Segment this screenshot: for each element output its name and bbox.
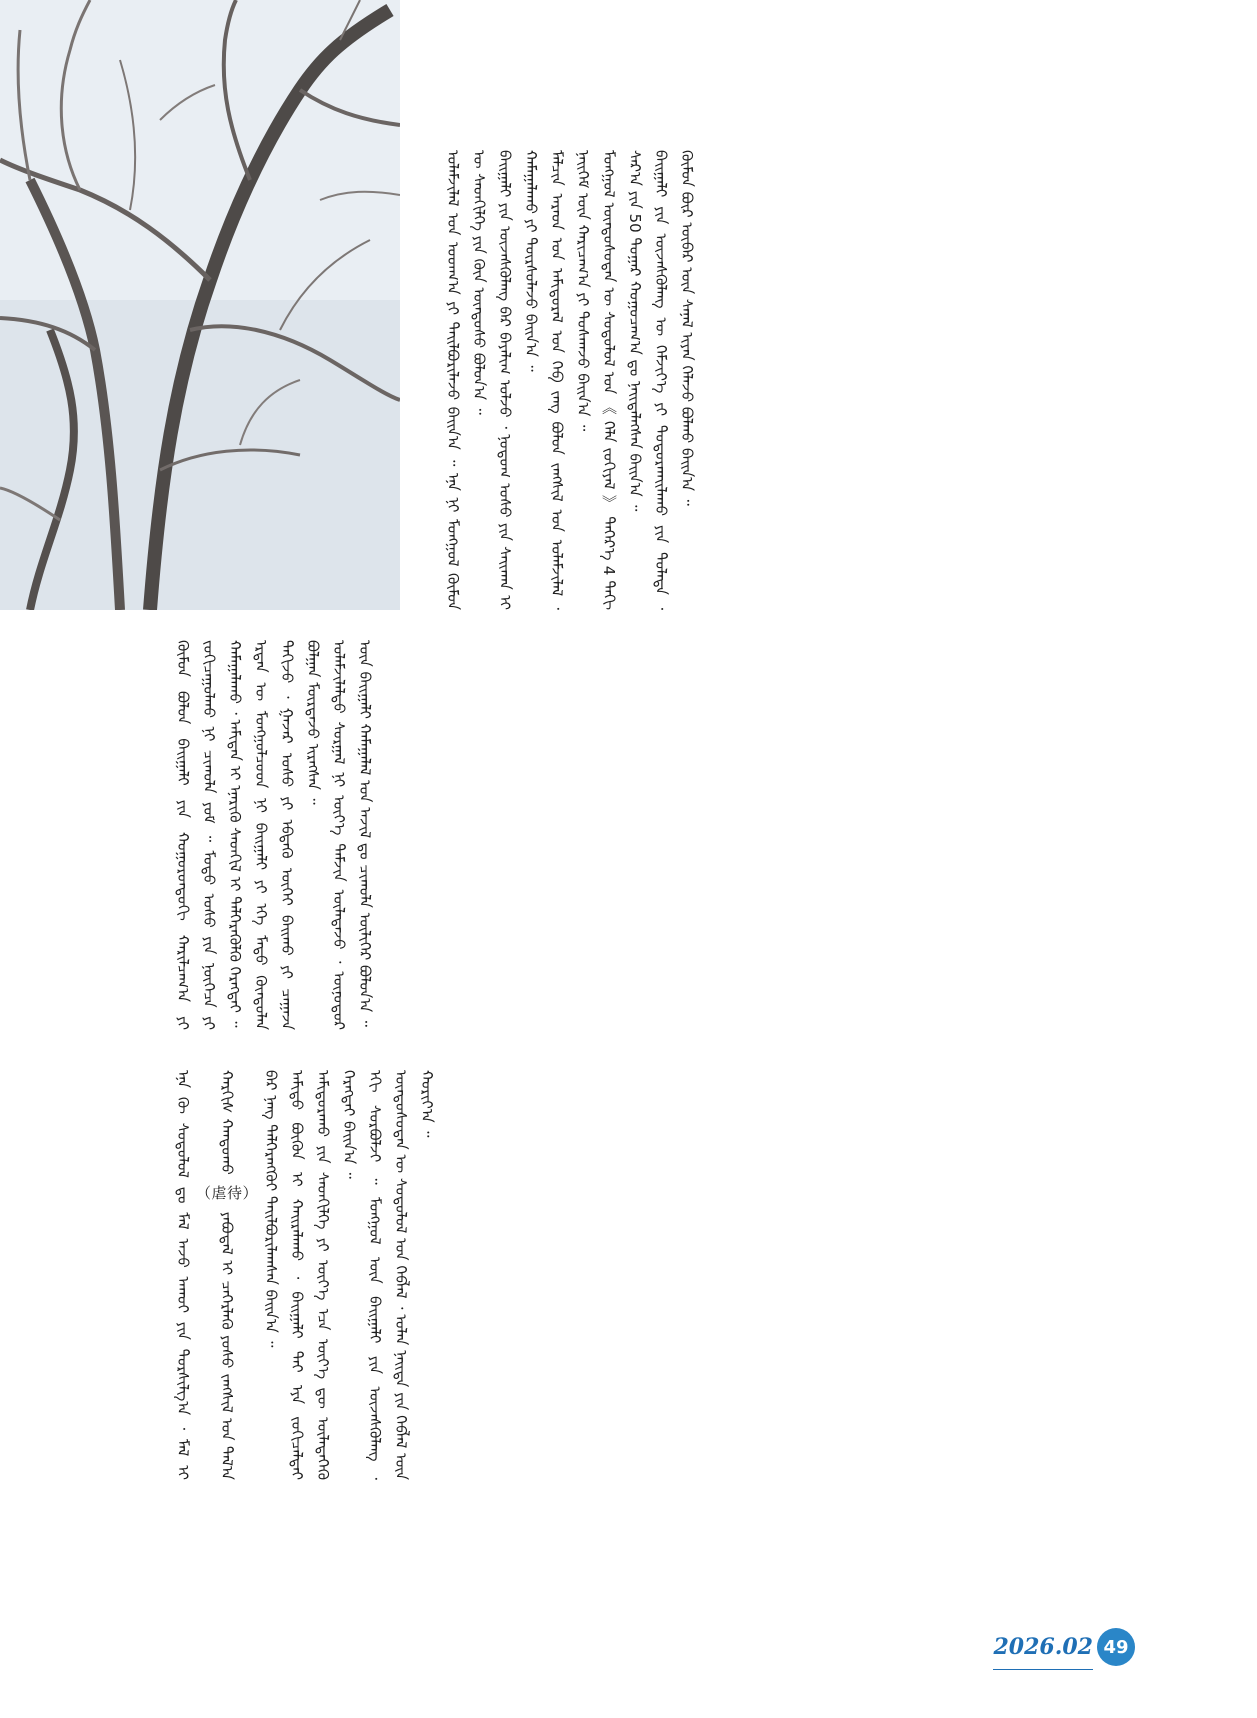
article-column-top xyxy=(440,150,1165,610)
paragraph: ᠮᠣᠩᠭᠣᠯ ᠦᠨᠳᠦᠰᠦᠲᠡᠨ ᠦ ᠰᠤᠳᠤᠯᠤᠯ ᠤᠨ 《 ᠬᠡᠯᠡ ᠵᠣᠬᠢᠶᠠᠯ 》 ᠳᠡᠭᠡᠷ᠎ᠡ 4 ᠳᠡᠬᠢ ᠰᠠᠷ᠎ᠠ ᠶᠢᠨ 50 ᠳᠤᠭᠠᠷ ᠬᠤᠭᠤᠴᠠᠭ᠎ᠠ ᠳᠤ ᠨᠡᠢᠲᠡᠯᠡᠭᠰᠡᠨ ᠪᠠᠢᠨ᠎ᠠ ᠃ xyxy=(600,150,644,610)
paragraph-text: ᠶᠠᠪᠤᠳᠠᠯ ᠢ ᠴᠡᠭᠡᠷᠯᠡᠬᠦ ᠶᠣᠰᠤ ᠵᠠᠩᠰᠢᠯ ᠤᠨ ᠲᠠᠯ᠎ᠠ ᠪᠠᠷ ᠨᠡᠩ ᠳᠡᠯᠭᠡᠷᠡᠩᠭᠦᠢ ᠲᠠᠢᠯᠪᠤᠷᠢᠯᠠᠭᠰᠠᠨ ᠪᠠᠢᠨ᠎ᠠ ᠃ xyxy=(218,1070,281,1480)
page-number: 49 xyxy=(1097,1628,1135,1666)
paragraph: ᠡᠬᠢ ᠰᠤᠷᠪᠤᠯᠵᠢ ᠃ ᠮᠣᠩᠭᠣᠯ ᠦᠨ ᠪᠠᠢᠭᠠᠯᠢ ᠶᠢᠨ ᠦᠵᠡᠰᠭᠦᠯᠡᠩ ᠂ ᠦᠨᠳᠦᠰᠦᠲᠡᠨ ᠦ ᠰᠤᠳᠤᠯᠤᠯ ᠤᠨ ᠬᠡᠪᠯᠡᠯ ᠂ ᠣᠯᠠᠨ ᠨᠡᠢᠲᠡ ᠶᠢᠨ ᠬᠡᠪᠯᠡᠯ ᠦᠨ ᠬᠣᠷᠢᠶ᠎ᠠ ᠃ xyxy=(366,1070,437,1480)
paragraph: ᠪᠠᠢᠭᠠᠯᠢ ᠶᠢᠨ ᠦᠵᠡᠰᠭᠦᠯᠡᠩ ᠪᠡᠷ ᠪᠠᠶᠠᠯᠢᠭ ᠣᠯᠵᠤ ᠂ ᠨᠤᠲᠤᠭ ᠤᠰᠤ ᠶᠢᠨ ᠰᠠᠢᠬᠠᠨ ᠢ ᠬᠠᠮᠠᠭᠠᠯᠠᠬᠤ ᠶᠢ ᠳᠦᠷᠰᠦᠯᠡᠵᠦ ᠪᠠᠢᠨ᠎ᠠ ᠃ xyxy=(496,150,540,610)
winter-tree-photo xyxy=(0,0,400,610)
chinese-term: （虐待） xyxy=(196,1184,259,1203)
paragraph xyxy=(170,1070,284,1480)
paragraph-text: ᠡᠨᠡ ᠬᠦ ᠰᠤᠳᠤᠯᠤᠯ ᠳᠤ ᠮᠠᠯ ᠠᠵᠤ ᠠᠬᠤᠢ ᠶᠢᠨ ᠲᠤᠷᠰᠢᠯᠭ᠎ᠠ ᠂ ᠮᠠᠯ ᠢ ᠬᠠᠷᠭᠢᠰ ᠬᠠᠨᠳᠤᠬᠤ xyxy=(174,1070,236,1480)
paragraph: ᠡᠷᠲᠡᠨ ᠦ ᠮᠣᠩᠭᠣᠯᠴᠤᠳ ᠨᠢ ᠪᠠᠢᠭᠠᠯᠢ ᠶᠢ ᠡᠬᠡ ᠮᠡᠲᠦ ᠬᠦᠨᠳᠦᠯᠡᠨ ᠳᠠᠬᠢᠵᠤ ᠂ ᠭᠠᠵᠠᠷ ᠤᠰᠤ ᠶᠢ ᠡᠪᠳᠡᠬᠦ ᠦᠭᠡᠢ ᠪᠠᠢᠬᠤ ᠶᠢ ᠴᠠᠭᠠᠵᠠ ᠪᠣᠯᠭᠠᠨ ᠮᠥᠷᠳᠡᠵᠦ ᠢᠷᠡᠭᠰᠡᠨ ᠃ xyxy=(252,640,322,1030)
snowy-tree-branches-photo xyxy=(0,0,400,610)
footer-rule xyxy=(993,1669,1093,1670)
paragraph: ᠮᠠᠯᠴᠢᠨ ᠠᠷᠠᠳ ᠤᠨ ᠠᠮᠢᠳᠤᠷᠠᠯ ᠤᠨ ᠬᠡᠪ ᠵᠠᠩ ᠪᠣᠯᠤᠨ ᠵᠠᠩᠰᠢᠯ ᠤᠨ ᠤᠯᠠᠮᠵᠢᠯᠠᠯ ᠂ ᠨᠡᠢᠭᠡᠮ ᠦᠨ ᠬᠠᠷᠢᠴᠠᠭ᠎ᠠ ᠶᠢ ᠲᠤᠰᠬᠠᠵᠤ ᠪᠠᠢᠨ᠎ᠠ ᠃ xyxy=(548,150,592,610)
article-column-bottom xyxy=(170,1070,1165,1480)
issue-date: 2026.02 xyxy=(993,1634,1093,1660)
page-footer xyxy=(993,1628,1135,1666)
paragraph: ᠤᠯᠠᠮᠵᠢᠯᠠᠯ ᠤᠨ ᠤᠳᠬ᠎ᠠ ᠶᠢ ᠲᠠᠢᠯᠪᠤᠷᠢᠯᠠᠵᠤ ᠪᠠᠢᠨ᠎ᠠ ᠃ ᠡᠨᠡ ᠨᠢ ᠮᠣᠩᠭᠣᠯ ᠬᠦᠮᠦᠨ ᠦ ᠰᠡᠳᠬᠢᠯᠭᠡ ᠶᠢᠨ ᠭᠦᠨ ᠦᠨᠳᠦᠰᠦ ᠪᠣᠯᠤᠨ᠎ᠠ ᠃ xyxy=(444,150,488,610)
article-column-middle xyxy=(170,640,1165,1030)
paragraph: ᠬᠦᠮᠦᠨ ᠪᠣᠯᠤᠨ ᠪᠠᠢᠭᠠᠯᠢ ᠶᠢᠨ ᠬᠣᠭᠣᠷᠣᠨᠳᠣᠬᠢ ᠬᠠᠷᠢᠯᠴᠠᠭ᠎ᠠ ᠶᠢ ᠵᠣᠬᠢᠴᠠᠭᠤᠯᠬᠤ ᠨᠢ ᠴᠢᠬᠤᠯᠠ ᠶᠤᠮ ᠃ ᠮᠣᠳᠣ ᠤᠰᠤ ᠶᠢᠨ ᠨᠥᠭᠡᠴᠡ ᠶᠢ ᠬᠠᠮᠠᠭᠠᠯᠠᠬᠤ ᠂ ᠠᠮᠢᠲᠠᠨ ᠢ ᠡᠨᠡᠷᠢᠬᠦ ᠰᠡᠳᠬᠢᠯ ᠢ ᠲᠡᠯᠭᠡᠷᠡᠭᠦᠯᠬᠦ ᠬᠡᠷᠡᠭᠲᠡᠢ ᠃ xyxy=(174,640,244,1030)
paragraph: ᠪᠠᠢᠭᠠᠯᠢ ᠶᠢᠨ ᠦᠵᠡᠰᠭᠦᠯᠡᠩ ᠦ ᠬᠡᠮᠵᠢᠶ᠎ᠡ ᠶᠢ ᠲᠣᠳᠣᠷᠬᠠᠢᠯᠠᠬᠤ ᠶᠢᠨ ᠲᠤᠯᠠᠳᠠ ᠂ ᠬᠦᠮᠦᠨ ᠪᠦᠷ ᠥᠪᠡᠷ ᠦᠨ ᠰᠠᠨᠠᠯ ᠢᠶᠠᠨ ᠬᠡᠯᠡᠵᠦ ᠪᠣᠯᠬᠤ ᠪᠠᠢᠨ᠎ᠠ ᠃ xyxy=(652,150,696,610)
paragraph: ᠤᠯᠠᠮᠵᠢᠯᠠᠯᠲᠤ ᠰᠤᠷᠭᠠᠯ ᠨᠢ ᠦᠶ᠎ᠡ ᠳᠠᠮᠵᠢᠨ ᠦᠯᠡᠳᠡᠵᠦ ᠂ ᠥᠨᠥᠳᠦᠷ ᠦᠨ ᠪᠠᠢᠭᠠᠯᠢ ᠬᠠᠮᠠᠭᠠᠯᠠᠯ ᠤᠨ ᠠᠵᠢᠯ ᠳᠤ ᠴᠢᠬᠤᠯᠠ ᠦᠯᠢᠭᠡᠷ ᠪᠣᠯᠤᠨ᠎ᠠ ᠃ xyxy=(330,640,374,1030)
paragraph: ᠠᠮᠢᠳᠤ ᠪᠦᠬᠦᠨ ᠢ ᠬᠠᠢᠷᠠᠯᠠᠬᠤ ᠂ ᠪᠠᠢᠭᠠᠯᠢ ᠲᠠᠢ ᠡᠶᠡ ᠵᠣᠬᠢᠴᠠᠯᠲᠠᠢ ᠠᠮᠢᠳᠤᠷᠠᠬᠤ ᠶᠢᠨ ᠰᠡᠳᠬᠢᠯᠭᠡ ᠶᠢ ᠦᠶ᠎ᠡ ᠡᠴᠡ ᠦᠶ᠎ᠡ ᠳᠦ ᠦᠯᠡᠳᠡᠭᠡᠬᠦ ᠬᠡᠷᠡᠭᠲᠡᠢ ᠪᠠᠢᠨ᠎ᠠ ᠃ xyxy=(288,1070,359,1480)
